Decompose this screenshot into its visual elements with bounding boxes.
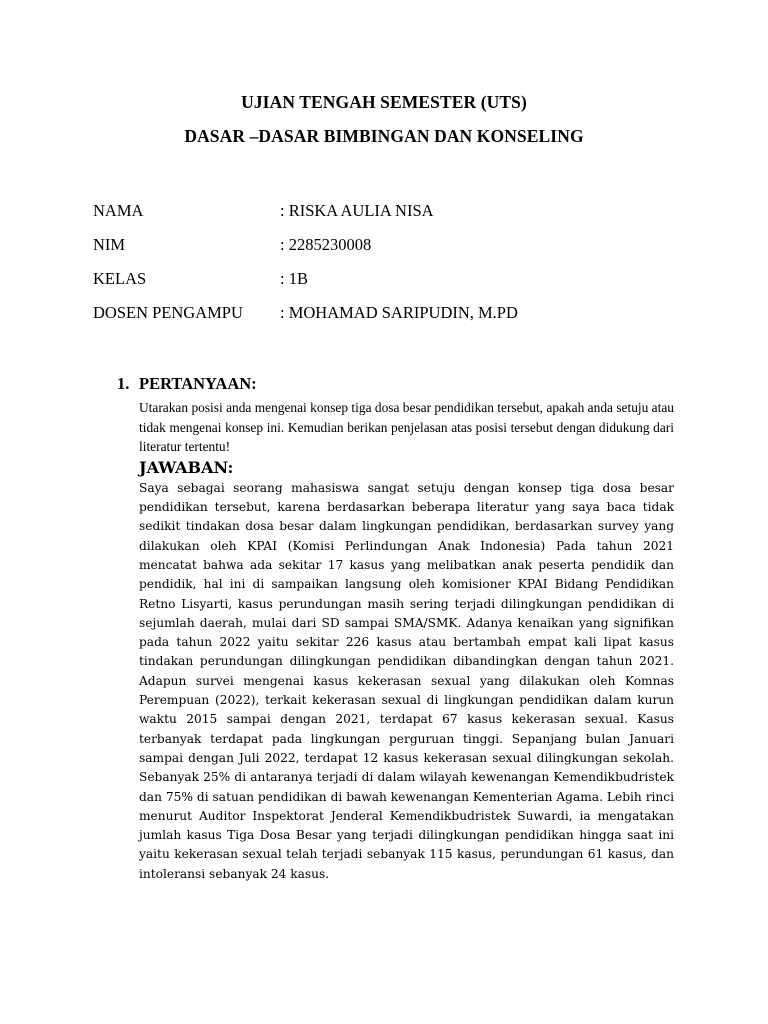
info-row-nama <box>93 201 693 235</box>
info-label: NAMA <box>93 201 144 220</box>
info-row-kelas <box>93 269 693 303</box>
info-value: : MOHAMAD SARIPUDIN, M.PD <box>280 303 518 322</box>
question-text: Utarakan posisi anda mengenai konsep tiga dosa besar pendidikan tersebut, apakah anda setuju atau tidak mengenai konsep ini. Kemudian berikan penjelasan atas posisi tersebut dengan didukung dari literatur tertentu! <box>139 400 674 455</box>
question-number: 1. <box>117 374 130 393</box>
info-label: DOSEN PENGAMPU <box>93 303 243 322</box>
document-title: UJIAN TENGAH SEMESTER (UTS) <box>241 92 527 112</box>
question-heading-text: PERTANYAAN: <box>139 374 257 393</box>
question-heading <box>117 374 677 398</box>
info-label: NIM <box>93 235 126 254</box>
question-section <box>117 374 677 884</box>
info-value: : 2285230008 <box>280 235 372 254</box>
answer-text: Saya sebagai seorang mahasiswa sangat setuju dengan konsep tiga dosa besar pendidikan tersebut, karena berdasarkan beberapa literatur yang saya baca tidak sedikit tindakan dosa besar dalam lingkungan pendidikan, berdasarkan survey yang dilakukan oleh KPAI (Komisi Perlindungan Anak Indonesia) Pada tahun 2021 mencatat bahwa ada sekitar 17 kasus yang melibatkan anak peserta pendidik dan pendidik, hal ini di sampaikan langsung oleh komisioner KPAI Bidang Pendidikan Retno Lisyarti, kasus perundungan masih sering terjadi dilingkungan pendidikan di sejumlah daerah, mulai dari SD sampai SMA/SMK. Adanya kenaikan yang signifikan pada tahun 2022 yaitu sekitar 226 kasus atau bertambah empat kali lipat kasus tindakan perundungan dilingkungan pendidikan dibandingkan dengan tahun 2021. Adapun survei mengenai kasus kekerasan sexual yang dilakukan oleh Komnas Perempuan (2022), terkait kekerasan sexual di lingkungan pendidikan dalam kurun waktu 2015 sampai dengan 2021, terdapat 67 kasus kekerasan sexual. Kasus terbanyak terdapat pada lingkungan perguruan tinggi. Sepanjang bulan Januari sampai dengan Juli 2022, terdapat 12 kasus kekerasan sexual dilingkungan sekolah. Sebanyak 25% di antaranya terjadi di dalam wilayah kewenangan Kemendikbudristek dan 75% di satuan pendidikan di bawah kewenangan Kementerian Agama. Lebih rinci menurut Auditor Inspektorat Jenderal Kemendikbudristek Suwardi, ia mengatakan jumlah kasus Tiga Dosa Besar yang terjadi dilingkungan pendidikan hingga saat ini yaitu kekerasan sexual telah terjadi sebanyak 115 kasus, perundungan 61 kasus, dan intoleransi sebanyak 24 kasus. <box>139 480 674 881</box>
info-row-nim <box>93 235 693 269</box>
answer-heading: JAWABAN: <box>139 457 234 477</box>
info-label: KELAS <box>93 269 147 288</box>
document-subtitle: DASAR –DASAR BIMBINGAN DAN KONSELING <box>184 126 584 146</box>
info-row-dosen <box>93 303 693 337</box>
info-value: : RISKA AULIA NISA <box>280 201 434 220</box>
student-info <box>93 201 693 337</box>
info-value: : 1B <box>280 269 308 288</box>
